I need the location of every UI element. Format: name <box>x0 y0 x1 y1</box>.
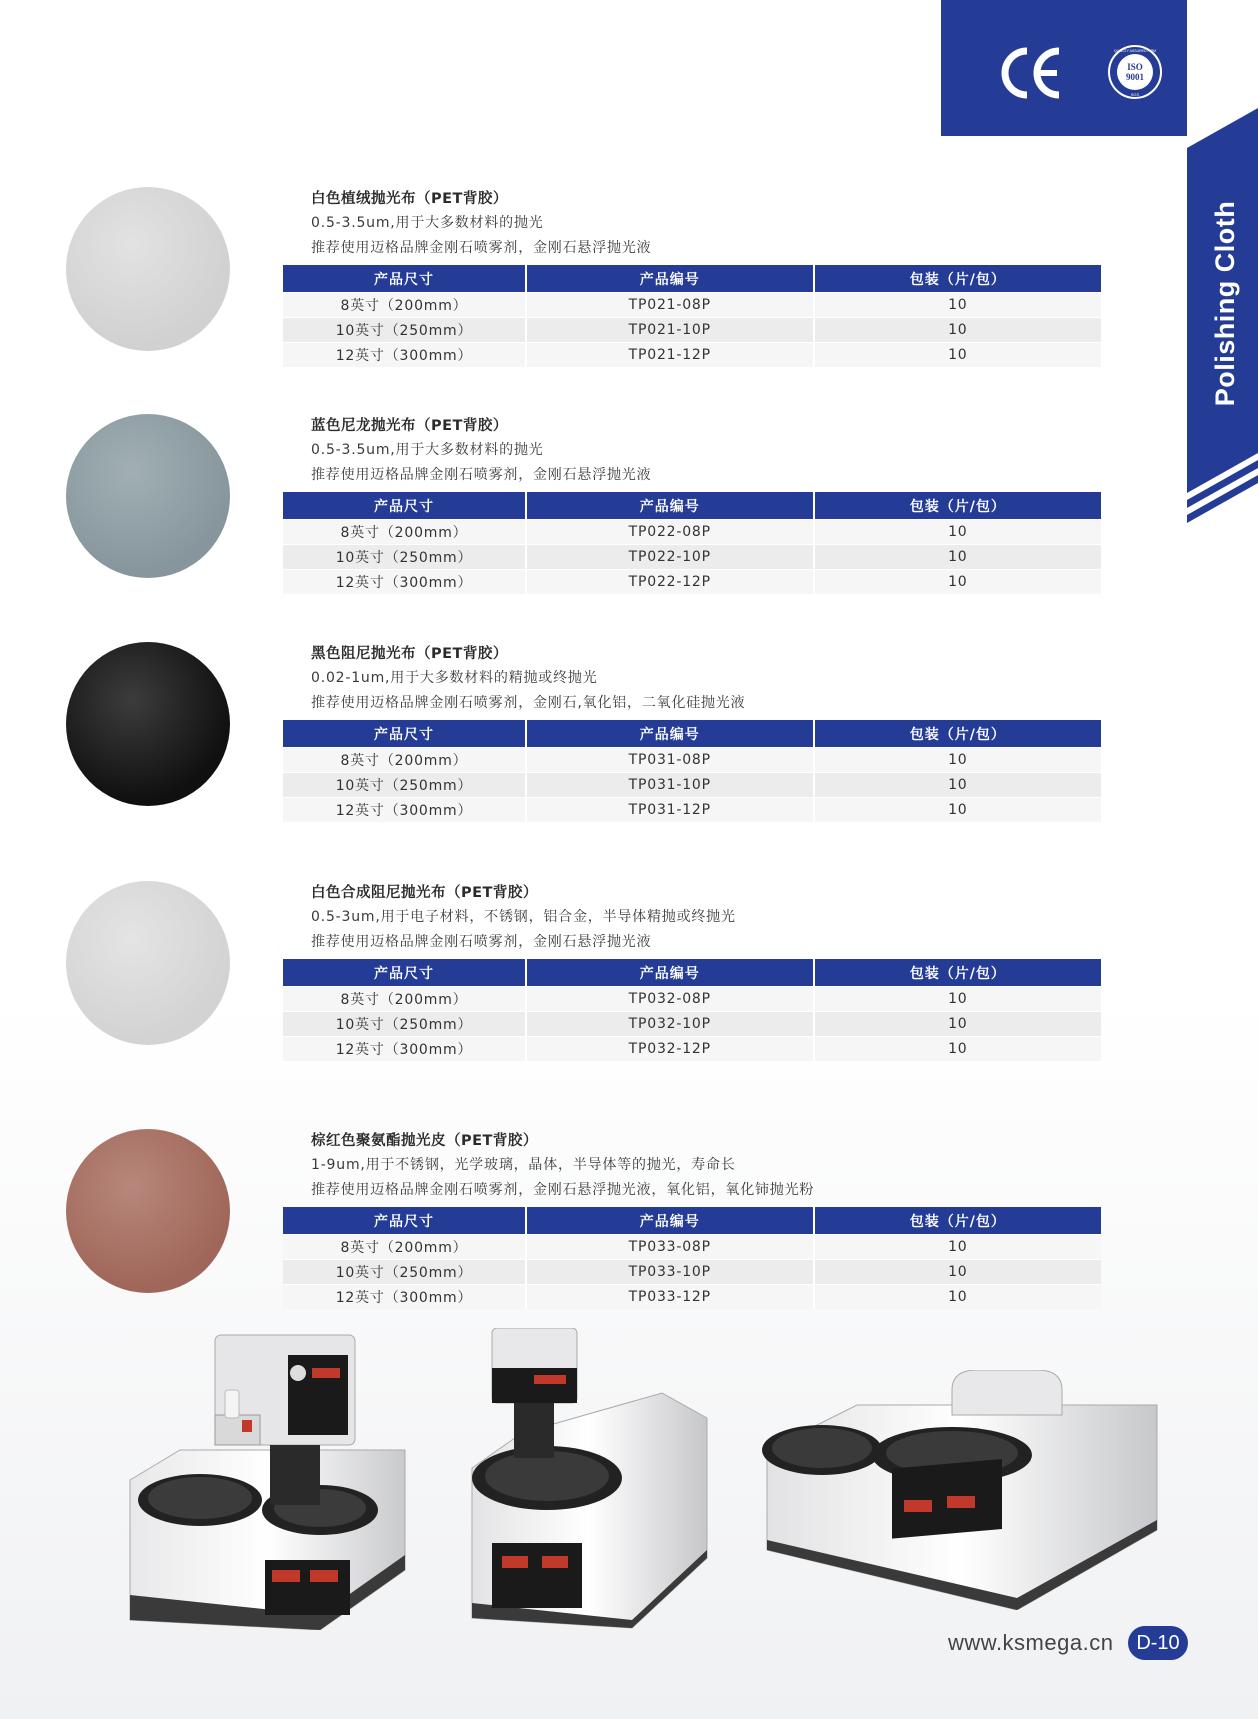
cell-pack-qty: 10 <box>814 1285 1101 1310</box>
polishing-cloth-disc-image <box>66 881 230 1045</box>
table-header-code: 产品编号 <box>526 959 814 987</box>
cell-pack-qty: 10 <box>814 545 1101 570</box>
polishing-machine-1-image <box>120 1330 420 1630</box>
cell-size: 8英寸（200mm） <box>283 293 526 318</box>
product-title: 棕红色聚氨酯抛光皮（PET背胶） <box>311 1133 538 1149</box>
table-row <box>283 748 1101 773</box>
cell-product-code: TP022-08P <box>526 520 814 545</box>
product-title: 蓝色尼龙抛光布（PET背胶） <box>311 418 508 434</box>
polishing-cloth-disc-image <box>66 642 230 806</box>
cell-pack-qty: 10 <box>814 1012 1101 1037</box>
product-recommendation: 推荐使用迈格品牌金刚石喷雾剂，金刚石悬浮抛光液 <box>311 467 652 483</box>
cell-size: 10英寸（250mm） <box>283 1260 526 1285</box>
polishing-cloth-disc-image <box>66 187 230 351</box>
cell-product-code: TP021-12P <box>526 343 814 368</box>
cell-size: 10英寸（250mm） <box>283 1012 526 1037</box>
cell-pack-qty: 10 <box>814 987 1101 1012</box>
page-number-badge: D-10 <box>1128 1626 1188 1660</box>
cell-pack-qty: 10 <box>814 343 1101 368</box>
product-grit-description: 0.5-3um,用于电子材料，不锈钢，铝合金，半导体精抛或终抛光 <box>311 909 736 925</box>
cell-pack-qty: 10 <box>814 748 1101 773</box>
cell-pack-qty: 10 <box>814 318 1101 343</box>
polishing-cloth-disc-image <box>66 414 230 578</box>
spec-table <box>283 492 1101 594</box>
cell-product-code: TP022-12P <box>526 570 814 595</box>
product-grit-description: 1-9um,用于不锈钢，光学玻璃，晶体，半导体等的抛光，寿命长 <box>311 1157 736 1173</box>
cell-product-code: TP033-08P <box>526 1235 814 1260</box>
cell-product-code: TP033-12P <box>526 1285 814 1310</box>
table-header-size: 产品尺寸 <box>283 959 526 987</box>
cell-pack-qty: 10 <box>814 570 1101 595</box>
table-header-pack: 包装（片/包） <box>814 1207 1101 1235</box>
product-grit-description: 0.5-3.5um,用于大多数材料的抛光 <box>311 215 544 231</box>
iso-ring-text: QUALITY ASSURED FIRM <box>1113 49 1157 53</box>
cell-product-code: TP031-12P <box>526 798 814 823</box>
table-row <box>283 798 1101 823</box>
cell-product-code: TP021-10P <box>526 318 814 343</box>
table-header-pack: 包装（片/包） <box>814 720 1101 748</box>
spec-table <box>283 265 1101 367</box>
iso-9001-icon <box>1107 44 1163 100</box>
cell-pack-qty: 10 <box>814 293 1101 318</box>
table-header-pack: 包装（片/包） <box>814 959 1101 987</box>
cell-size: 8英寸（200mm） <box>283 520 526 545</box>
cell-product-code: TP032-12P <box>526 1037 814 1062</box>
table-row <box>283 1037 1101 1062</box>
table-row <box>283 343 1101 368</box>
cell-size: 8英寸（200mm） <box>283 748 526 773</box>
cell-size: 10英寸（250mm） <box>283 773 526 798</box>
table-header-size: 产品尺寸 <box>283 265 526 293</box>
cell-size: 10英寸（250mm） <box>283 545 526 570</box>
cell-pack-qty: 10 <box>814 773 1101 798</box>
table-row <box>283 1285 1101 1310</box>
website-url[interactable]: www.ksmega.cn <box>948 1630 1114 1655</box>
product-block <box>0 414 1258 634</box>
iso-bottom-text: SGS <box>1130 92 1140 97</box>
polishing-machine-2-image <box>462 1328 712 1633</box>
spec-table <box>283 1207 1101 1309</box>
table-row <box>283 293 1101 318</box>
product-block <box>0 1129 1258 1349</box>
table-header-size: 产品尺寸 <box>283 1207 526 1235</box>
product-block <box>0 881 1258 1101</box>
table-header-pack: 包装（片/包） <box>814 492 1101 520</box>
product-block <box>0 642 1258 862</box>
product-recommendation: 推荐使用迈格品牌金刚石喷雾剂，金刚石,氧化铝，二氧化硅抛光液 <box>311 695 746 711</box>
product-recommendation: 推荐使用迈格品牌金刚石喷雾剂，金刚石悬浮抛光液，氧化铝，氧化铈抛光粉 <box>311 1182 815 1198</box>
iso-main-text: ISO <box>1127 62 1143 72</box>
cell-product-code: TP022-10P <box>526 545 814 570</box>
table-row <box>283 987 1101 1012</box>
table-header-code: 产品编号 <box>526 1207 814 1235</box>
side-tab-label: Polishing Cloth <box>1210 200 1241 407</box>
certification-banner <box>941 0 1187 136</box>
ce-mark-icon <box>999 43 1063 103</box>
table-header-size: 产品尺寸 <box>283 720 526 748</box>
polishing-machine-3-image <box>762 1370 1162 1610</box>
cell-product-code: TP032-10P <box>526 1012 814 1037</box>
product-recommendation: 推荐使用迈格品牌金刚石喷雾剂，金刚石悬浮抛光液 <box>311 240 652 256</box>
product-title: 白色植绒抛光布（PET背胶） <box>311 191 508 207</box>
table-header-code: 产品编号 <box>526 265 814 293</box>
cell-pack-qty: 10 <box>814 520 1101 545</box>
cell-size: 12英寸（300mm） <box>283 343 526 368</box>
cell-product-code: TP031-08P <box>526 748 814 773</box>
spec-table <box>283 720 1101 822</box>
polishing-cloth-disc-image <box>66 1129 230 1293</box>
cell-size: 10英寸（250mm） <box>283 318 526 343</box>
cell-product-code: TP032-08P <box>526 987 814 1012</box>
cell-size: 12英寸（300mm） <box>283 798 526 823</box>
table-row <box>283 545 1101 570</box>
table-header-size: 产品尺寸 <box>283 492 526 520</box>
cell-size: 8英寸（200mm） <box>283 1235 526 1260</box>
table-row <box>283 1235 1101 1260</box>
cell-pack-qty: 10 <box>814 798 1101 823</box>
spec-table <box>283 959 1101 1061</box>
product-recommendation: 推荐使用迈格品牌金刚石喷雾剂，金刚石悬浮抛光液 <box>311 934 652 950</box>
table-row <box>283 318 1101 343</box>
product-grit-description: 0.02-1um,用于大多数材料的精抛或终抛光 <box>311 670 598 686</box>
table-row <box>283 773 1101 798</box>
product-block <box>0 187 1258 407</box>
product-title: 黑色阻尼抛光布（PET背胶） <box>311 646 508 662</box>
cell-pack-qty: 10 <box>814 1235 1101 1260</box>
iso-number-text: 9001 <box>1126 72 1144 82</box>
cell-size: 12英寸（300mm） <box>283 570 526 595</box>
cell-pack-qty: 10 <box>814 1260 1101 1285</box>
cell-size: 8英寸（200mm） <box>283 987 526 1012</box>
product-grit-description: 0.5-3.5um,用于大多数材料的抛光 <box>311 442 544 458</box>
cell-product-code: TP021-08P <box>526 293 814 318</box>
cell-pack-qty: 10 <box>814 1037 1101 1062</box>
table-row <box>283 1012 1101 1037</box>
table-row <box>283 570 1101 595</box>
cell-product-code: TP033-10P <box>526 1260 814 1285</box>
product-title: 白色合成阻尼抛光布（PET背胶） <box>311 885 538 901</box>
table-header-code: 产品编号 <box>526 492 814 520</box>
cell-size: 12英寸（300mm） <box>283 1037 526 1062</box>
cell-size: 12英寸（300mm） <box>283 1285 526 1310</box>
table-header-pack: 包装（片/包） <box>814 265 1101 293</box>
table-row <box>283 520 1101 545</box>
table-header-code: 产品编号 <box>526 720 814 748</box>
cell-product-code: TP031-10P <box>526 773 814 798</box>
table-row <box>283 1260 1101 1285</box>
